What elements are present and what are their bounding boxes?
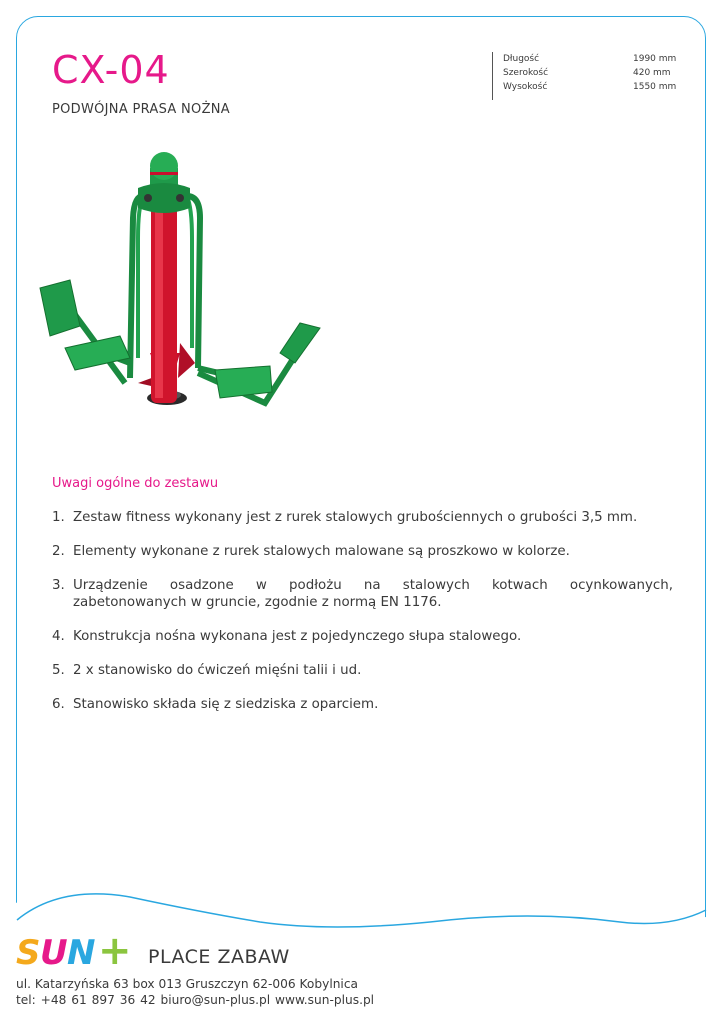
sun-plus-logo bbox=[16, 930, 144, 972]
note-text: Urządzenie osadzone w podłożu na stalowych kotwach ocynkowanych, bbox=[73, 578, 673, 593]
svg-text:N: N bbox=[67, 933, 96, 972]
note-number: 4. bbox=[52, 629, 65, 644]
note-text: 2 x stanowisko do ćwiczeń mięśni talii i ud. bbox=[73, 663, 362, 678]
notes-title: Uwagi ogólne do zestawu bbox=[52, 476, 219, 491]
note-number: 2. bbox=[52, 544, 65, 559]
footer-address: ul. Katarzyńska 63 box 013 Gruszczyn 62-006 Kobylnica bbox=[16, 977, 358, 991]
note-text: Stanowisko składa się z siedziska z oparciem. bbox=[73, 697, 379, 712]
dimension-row-length bbox=[503, 54, 683, 64]
product-name: PODWÓJNA PRASA NOŻNA bbox=[52, 102, 230, 117]
footer-contact: tel: +48 61 897 36 42 biuro@sun-plus.pl www.sun-plus.pl bbox=[16, 993, 375, 1007]
dimensions-table bbox=[492, 52, 683, 100]
brand-name: PLACE ZABAW bbox=[148, 946, 290, 968]
dimension-value: 1990 mm bbox=[633, 54, 677, 64]
dimension-label: Szerokość bbox=[503, 68, 549, 78]
note-number: 5. bbox=[52, 663, 65, 678]
note-number: 3. bbox=[52, 578, 65, 593]
dimension-label: Długość bbox=[503, 54, 540, 64]
dimension-value: 420 mm bbox=[633, 68, 671, 78]
svg-text:U: U bbox=[40, 933, 68, 972]
note-text-continued: zabetonowanych w gruncie, zgodnie z normą EN 1176. bbox=[73, 595, 442, 610]
dimension-row-width bbox=[503, 68, 683, 78]
note-text: Zestaw fitness wykonany jest z rurek stalowych grubościennych o grubości 3,5 mm. bbox=[73, 510, 638, 525]
product-code: CX-04 bbox=[52, 48, 170, 92]
svg-text:S: S bbox=[16, 933, 41, 972]
note-number: 6. bbox=[52, 697, 65, 712]
note-text: Elementy wykonane z rurek stalowych malowane są proszkowo w kolorze. bbox=[73, 544, 570, 559]
svg-text:+: + bbox=[98, 930, 132, 972]
dimension-label: Wysokość bbox=[503, 82, 548, 92]
note-number: 1. bbox=[52, 510, 65, 525]
note-text: Konstrukcja nośna wykonana jest z pojedynczego słupa stalowego. bbox=[73, 629, 522, 644]
dimension-row-height bbox=[503, 82, 683, 92]
product-illustration bbox=[30, 148, 330, 418]
dimension-value: 1550 mm bbox=[633, 82, 677, 92]
